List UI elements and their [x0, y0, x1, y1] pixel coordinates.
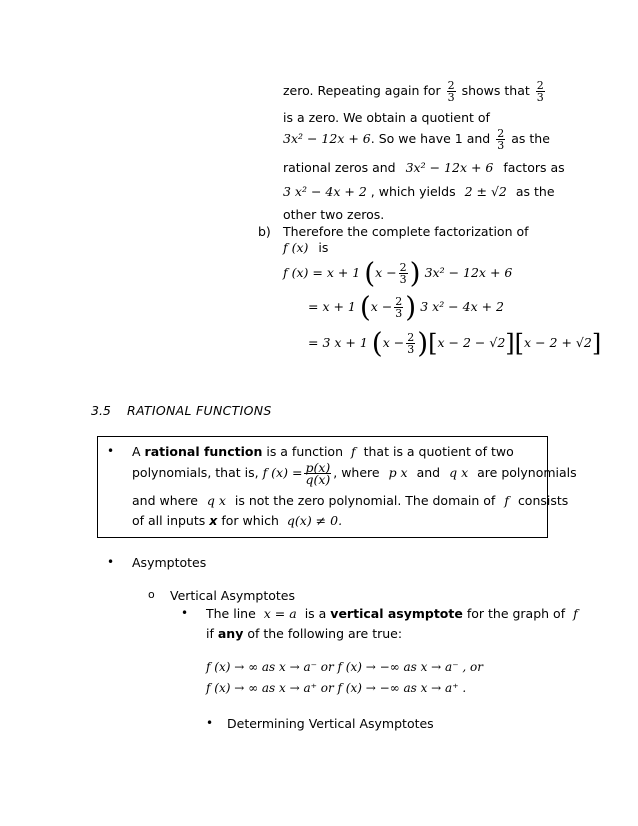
text-segment: as the [511, 131, 550, 146]
text-segment: Therefore the complete factorization of [283, 224, 529, 239]
text-segment: polynomials, that is, [132, 465, 259, 480]
denominator: 3 [447, 91, 455, 104]
math-expression: x = a [263, 606, 297, 621]
determining-va-heading: Determining Vertical Asymptotes [227, 716, 434, 731]
text-line [283, 160, 565, 175]
math-expression: x − [370, 299, 393, 314]
text-segment: of all inputs [132, 513, 206, 528]
text-segment: and where [132, 493, 198, 508]
text-segment: , where [333, 465, 380, 480]
text-line [283, 128, 550, 151]
math-expression: q x [206, 493, 226, 508]
numerator: 2 [399, 261, 407, 274]
fraction-two-thirds [394, 296, 403, 319]
fraction-two-thirds [447, 80, 456, 103]
item-label-b: b) [258, 224, 271, 239]
right-bracket: ] [591, 329, 602, 358]
definition-line [132, 493, 568, 508]
math-symbol: f [504, 493, 509, 508]
text-line [283, 110, 490, 125]
condition-line-1: f (x) → ∞ as x → a⁻ or f (x) → −∞ as x → a⁻ , or [206, 660, 483, 674]
math-expression: x − 2 − √2 [437, 335, 506, 350]
bullet-icon: • [181, 606, 189, 620]
text-segment: as the [515, 184, 555, 199]
denominator: 3 [399, 273, 407, 286]
math-expression: 3 x² − 4x + 2 [420, 299, 505, 314]
right-bracket: ] [505, 329, 515, 358]
fraction-p-over-q [304, 462, 331, 485]
denominator: 3 [497, 139, 505, 152]
condition-line-2: f (x) → ∞ as x → a⁺ or f (x) → −∞ as x → a⁺ . [206, 681, 467, 695]
text-segment: zero. Repeating again for [283, 83, 441, 98]
fraction-two-thirds [406, 332, 415, 355]
text-segment: The line [206, 606, 256, 621]
text-segment: is a zero. We obtain a quotient of [283, 110, 490, 125]
numerator: 2 [395, 295, 403, 308]
left-paren: ( [371, 326, 383, 360]
math-expression: x − [375, 265, 397, 280]
numerator: 2 [497, 127, 505, 140]
left-bracket: [ [514, 329, 525, 358]
math-symbol: f [350, 444, 356, 459]
text-segment: is a function [266, 444, 343, 459]
math-expression: f (x) [283, 240, 309, 255]
right-paren: ) [417, 326, 429, 360]
text-line [283, 184, 555, 199]
section-number: 3.5 [91, 403, 111, 418]
denominator: 3 [407, 343, 415, 356]
fraction-two-thirds [399, 262, 408, 285]
math-expression: = x + 1 [308, 299, 356, 314]
math-expression: 2 ± √2 [464, 184, 507, 199]
text-segment: for the graph of [466, 606, 566, 621]
text-line [283, 80, 547, 103]
text-segment: of the following are true: [247, 626, 403, 641]
math-symbol: f [573, 606, 578, 621]
left-bracket: [ [428, 329, 438, 358]
equation-line-3 [308, 326, 602, 360]
fraction-two-thirds [536, 80, 545, 103]
math-expression: 3x² − 12x + 6 [424, 265, 513, 280]
text-line [283, 240, 328, 255]
math-symbol: x [209, 513, 218, 528]
text-segment: for which [221, 513, 279, 528]
text-line [283, 207, 384, 222]
asymptotes-heading: Asymptotes [132, 555, 207, 570]
math-expression: q x [449, 465, 469, 480]
left-paren: ( [364, 256, 376, 290]
text-segment: are polynomials [477, 465, 577, 480]
denominator: 3 [395, 307, 403, 320]
math-expression: x − 2 + √2 [524, 335, 592, 350]
text-segment: other two zeros. [283, 207, 385, 222]
right-paren: ) [409, 256, 421, 290]
bold-term: rational function [144, 444, 263, 459]
bullet-icon: • [206, 716, 214, 730]
math-expression: 3x² − 12x + 6 [405, 160, 494, 175]
right-paren: ) [405, 290, 417, 324]
numerator: 2 [536, 79, 544, 92]
bold-term: vertical asymptote [330, 606, 463, 621]
equation-line-2 [308, 290, 505, 324]
text-segment: is [318, 240, 329, 255]
circle-bullet-icon: o [148, 588, 155, 601]
bold-term: any [217, 626, 244, 641]
math-expression: f (x) = [262, 465, 303, 480]
text-segment: that is a quotient of two [363, 444, 514, 459]
text-segment: shows that [461, 83, 530, 98]
section-title: RATIONAL FUNCTIONS [127, 403, 272, 418]
equation-line-1 [283, 256, 513, 290]
numerator: 2 [447, 79, 455, 92]
text-segment: rational zeros and [283, 160, 396, 175]
definition-line [132, 462, 577, 485]
vertical-asymptotes-heading: Vertical Asymptotes [170, 588, 295, 603]
text-segment: if [206, 626, 214, 641]
numerator: 2 [407, 331, 415, 344]
math-expression: q(x) ≠ 0. [286, 513, 343, 528]
bullet-icon: • [107, 555, 115, 569]
text-segment: A [132, 444, 141, 459]
text-segment: is not the zero polynomial. The domain of [234, 493, 496, 508]
va-definition-line [206, 626, 402, 641]
text-line [283, 224, 529, 239]
text-segment: factors as [503, 160, 565, 175]
denominator: 3 [536, 91, 544, 104]
denominator: q(x) [305, 472, 331, 487]
definition-line [132, 513, 342, 528]
text-segment: is a [304, 606, 327, 621]
text-segment: . So we have 1 and [370, 131, 491, 146]
math-expression: f (x) = x + 1 [283, 265, 361, 280]
bullet-icon: • [107, 444, 115, 458]
fraction-two-thirds [496, 128, 505, 151]
definition-line [132, 444, 514, 459]
math-expression: = 3 x + 1 [308, 335, 368, 350]
text-segment: and [416, 465, 441, 480]
math-expression: 3 x² − 4x + 2 [283, 184, 367, 199]
text-segment: , which yields [370, 184, 456, 199]
numerator: p(x) [305, 460, 331, 475]
va-definition-line [206, 606, 578, 621]
left-paren: ( [359, 290, 371, 324]
math-expression: 3x² − 12x + 6 [283, 131, 371, 146]
math-expression: p x [388, 465, 408, 480]
math-expression: x − [382, 335, 405, 350]
text-segment: consists [517, 493, 569, 508]
